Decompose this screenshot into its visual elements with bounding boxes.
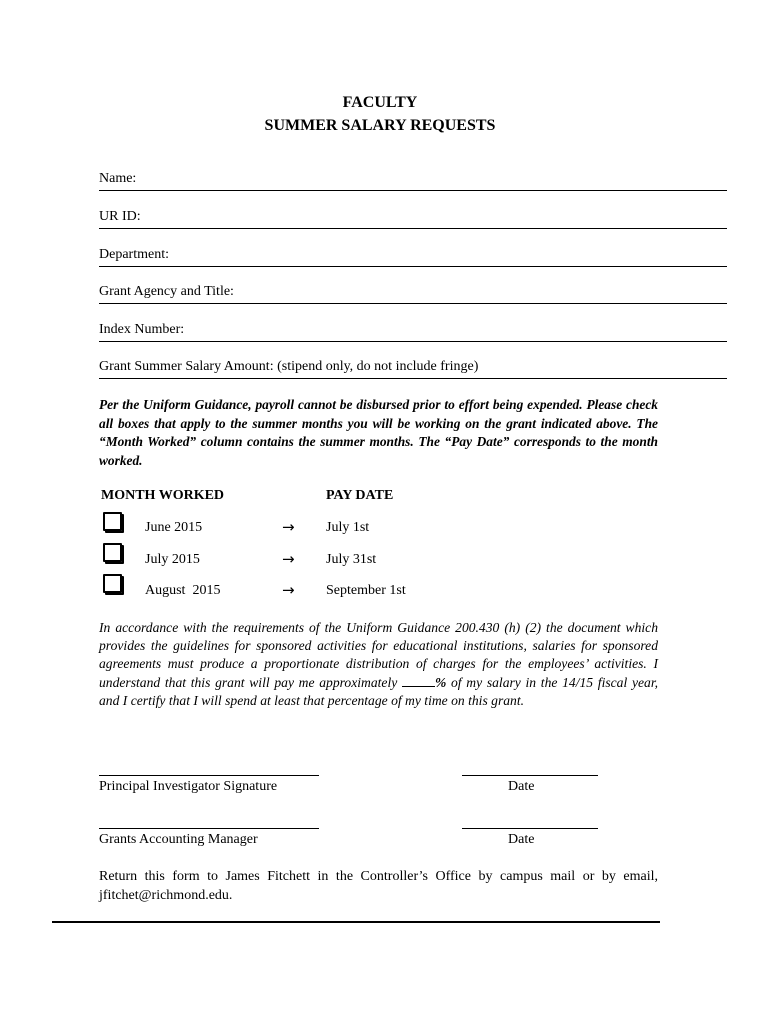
instructions-text: Per the Uniform Guidance, payroll cannot be disbursed prior to effort being expended. Please check all boxes that apply to the summer months you will be working on the grant indicated above. The “Month Worked” column contains the summer months. The “Pay Date” corresponds to the month worked. bbox=[99, 397, 658, 468]
certification-text bbox=[99, 619, 658, 710]
form-title-faculty: FACULTY bbox=[342, 94, 418, 111]
pay-date-july-1: July 1st bbox=[326, 520, 370, 535]
name-label: Name: bbox=[99, 171, 137, 186]
manager-date-line[interactable] bbox=[462, 828, 598, 829]
return-instructions: Return this form to James Fitchett in the Controller’s Office by campus mail or by email, jfitchet@richmond.edu. bbox=[99, 869, 658, 903]
arrow-right-icon: → bbox=[282, 581, 295, 599]
arrow-right-icon: → bbox=[282, 518, 295, 536]
manager-signature-label: Grants Accounting Manager bbox=[99, 832, 258, 847]
footer-divider bbox=[52, 921, 660, 923]
month-worked-header: MONTH WORKED bbox=[101, 488, 225, 503]
pi-signature-label: Principal Investigator Signature bbox=[99, 779, 278, 794]
manager-signature-line[interactable] bbox=[99, 828, 319, 829]
august-checkbox[interactable] bbox=[103, 574, 122, 593]
salary-amount-field[interactable] bbox=[99, 358, 727, 379]
grant-agency-label: Grant Agency and Title: bbox=[99, 284, 234, 299]
month-july: July 2015 bbox=[145, 552, 200, 567]
arrow-right-icon: → bbox=[282, 550, 295, 568]
index-number-field[interactable] bbox=[99, 321, 727, 342]
grant-agency-field[interactable] bbox=[99, 283, 727, 304]
department-label: Department: bbox=[99, 247, 169, 262]
certification-before: In accordance with the requirements of the Uniform Guidance 200.430 (h) (2) the document which provides the guidelines for sponsored activities for educational institutions, salaries for sponsored agreements must produce a proportionate distribution of charges for the employees’ activities. I understand that this grant will pay me approximately bbox=[99, 620, 658, 690]
pay-date-july-31: July 31st bbox=[326, 552, 377, 567]
month-august: August 2015 bbox=[145, 583, 221, 598]
salary-amount-label: Grant Summer Salary Amount: (stipend only, do not include fringe) bbox=[99, 359, 479, 374]
name-field[interactable] bbox=[99, 170, 727, 191]
pay-date-header: PAY DATE bbox=[326, 488, 394, 503]
manager-date-label: Date bbox=[508, 832, 535, 847]
june-checkbox[interactable] bbox=[103, 512, 122, 531]
pi-date-line[interactable] bbox=[462, 775, 598, 776]
pay-date-september-1: September 1st bbox=[326, 583, 406, 598]
pi-signature-line[interactable] bbox=[99, 775, 319, 776]
ur-id-field[interactable] bbox=[99, 208, 727, 229]
percent-blank-input[interactable] bbox=[402, 674, 435, 687]
certification-after: of my salary in the 14/15 fiscal year, and I certify that I will spend at least that percentage of my time on this grant. bbox=[99, 674, 658, 708]
percent-sign: % bbox=[434, 674, 447, 690]
index-number-label: Index Number: bbox=[99, 322, 185, 337]
july-checkbox[interactable] bbox=[103, 543, 122, 562]
ur-id-label: UR ID: bbox=[99, 209, 141, 224]
form-title-summer-salary: SUMMER SALARY REQUESTS bbox=[264, 117, 496, 134]
department-field[interactable] bbox=[99, 246, 727, 267]
pi-date-label: Date bbox=[508, 779, 535, 794]
month-june: June 2015 bbox=[145, 520, 203, 535]
